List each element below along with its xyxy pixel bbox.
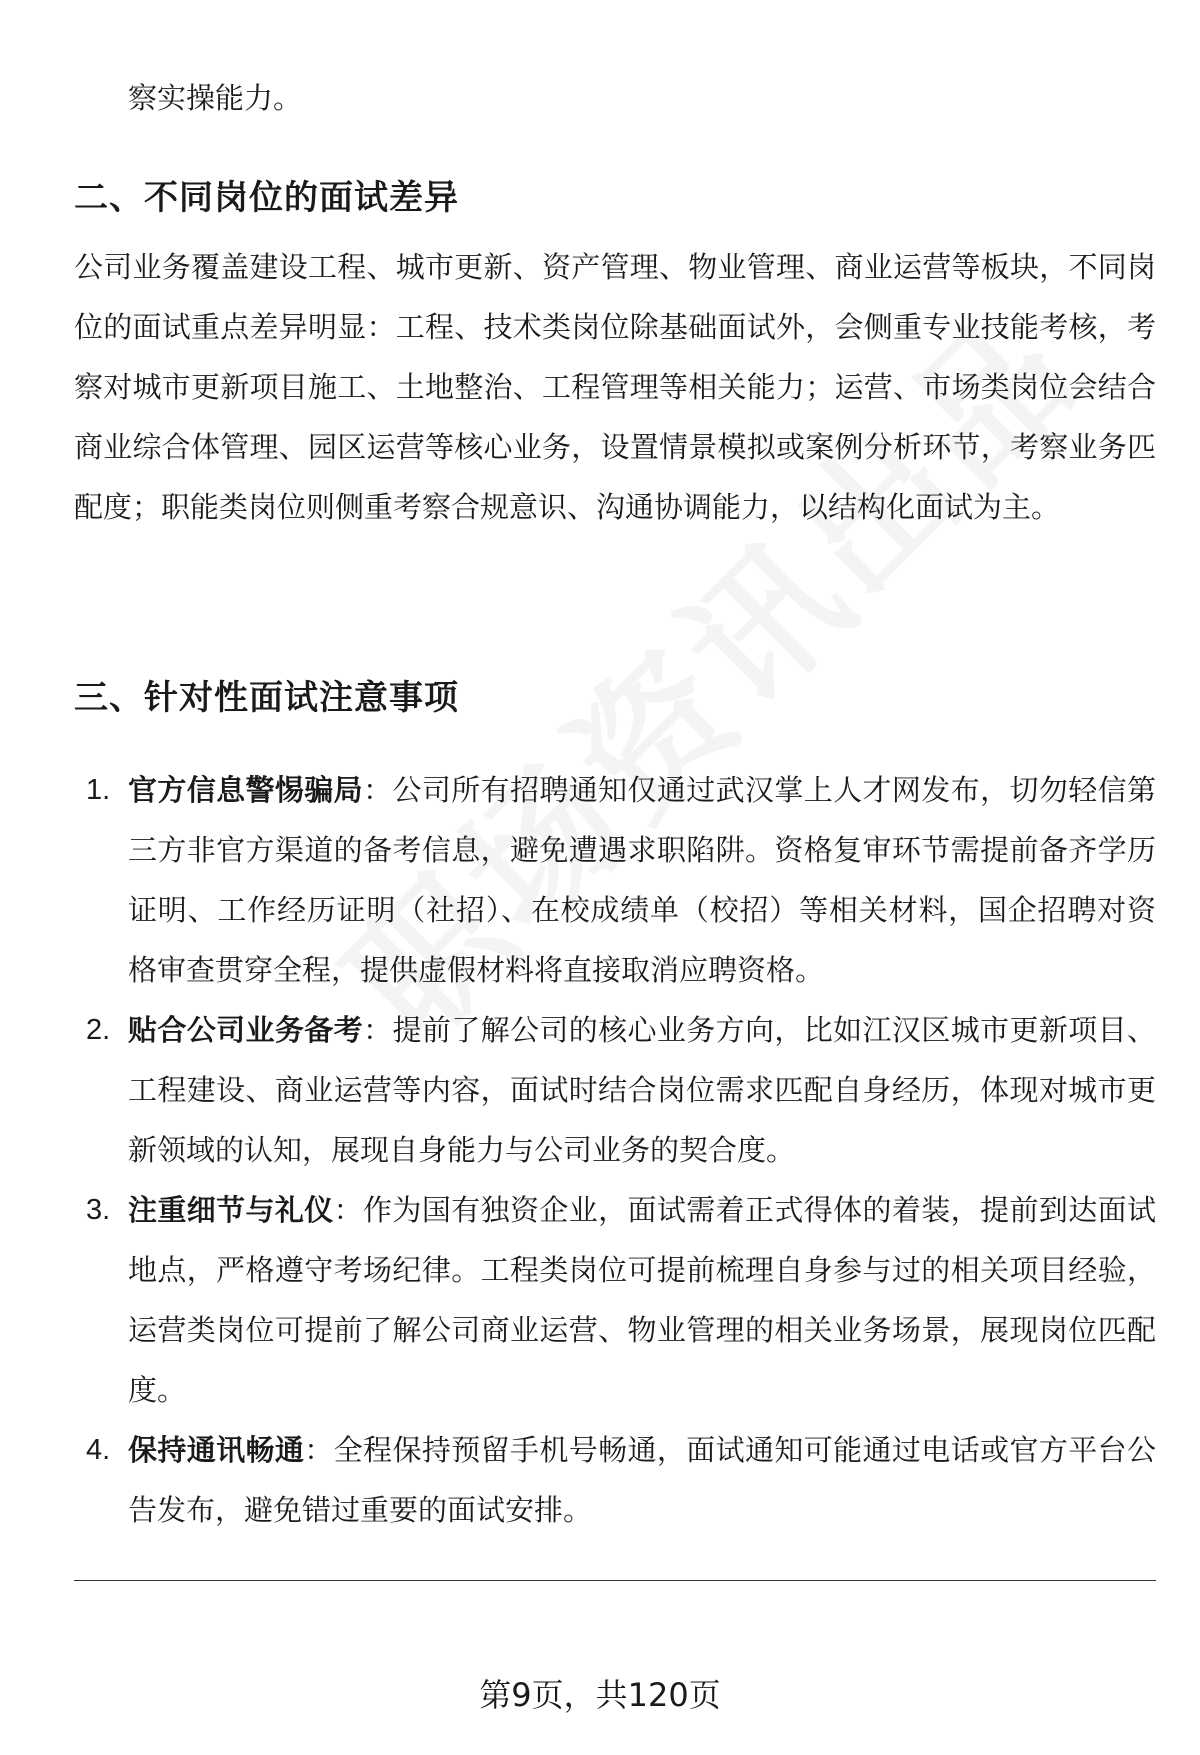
continuation-text: 察实操能力。	[128, 81, 303, 115]
page-number: 第9页，共120页	[479, 1676, 721, 1714]
precautions-list	[74, 760, 1156, 1540]
list-number: 1.	[86, 774, 111, 806]
list-number: 2.	[86, 1014, 111, 1046]
list-item	[74, 760, 1156, 1000]
list-item-text: ：作为国有独资企业，面试需着正式得体的着装，提前到达面试地点，严格遵守考场纪律。工程类岗位可提前梳理自身参与过的相关项目经验，运营类岗位可提前了解公司商业运营、物业管理的相关业务场景，展现岗位匹配度。	[128, 1193, 1156, 1407]
list-item-text: ：全程保持预留手机号畅通，面试通知可能通过电话或官方平台公告发布，避免错过重要的面试安排。	[128, 1433, 1156, 1527]
list-item-lead: 注重细节与礼仪	[128, 1193, 334, 1227]
list-item	[74, 1420, 1156, 1540]
list-item-text: ：公司所有招聘通知仅通过武汉掌上人才网发布，切勿轻信第三方非官方渠道的备考信息，避免遭遇求职陷阱。资格复审环节需提前备齐学历证明、工作经历证明（社招）、在校成绩单（校招）等相关材料，国企招聘对资格审查贯穿全程，提供虚假材料将直接取消应聘资格。	[128, 773, 1156, 987]
list-item-lead: 保持通讯畅通	[128, 1433, 305, 1467]
list-item-lead: 贴合公司业务备考	[128, 1013, 364, 1047]
list-item-text: ：提前了解公司的核心业务方向，比如江汉区城市更新项目、工程建设、商业运营等内容，面试时结合岗位需求匹配自身经历，体现对城市更新领域的认知，展现自身能力与公司业务的契合度。	[128, 1013, 1156, 1167]
list-number: 3.	[86, 1194, 111, 1226]
section-2-title: 二、不同岗位的面试差异	[74, 178, 459, 218]
list-item-lead: 官方信息警惕骗局	[128, 773, 364, 807]
footer-divider	[74, 1580, 1156, 1581]
section-3-title: 三、针对性面试注意事项	[74, 678, 459, 718]
section-2-paragraph: 公司业务覆盖建设工程、城市更新、资产管理、物业管理、商业运营等板块，不同岗位的面试重点差异明显：工程、技术类岗位除基础面试外，会侧重专业技能考核，考察对城市更新项目施工、土地整治、工程管理等相关能力；运营、市场类岗位会结合商业综合体管理、园区运营等核心业务，设置情景模拟或案例分析环节，考察业务匹配度；职能类岗位则侧重考察合规意识、沟通协调能力，以结构化面试为主。	[74, 250, 1156, 524]
list-item	[74, 1000, 1156, 1180]
list-number: 4.	[86, 1434, 111, 1466]
list-item	[74, 1180, 1156, 1420]
